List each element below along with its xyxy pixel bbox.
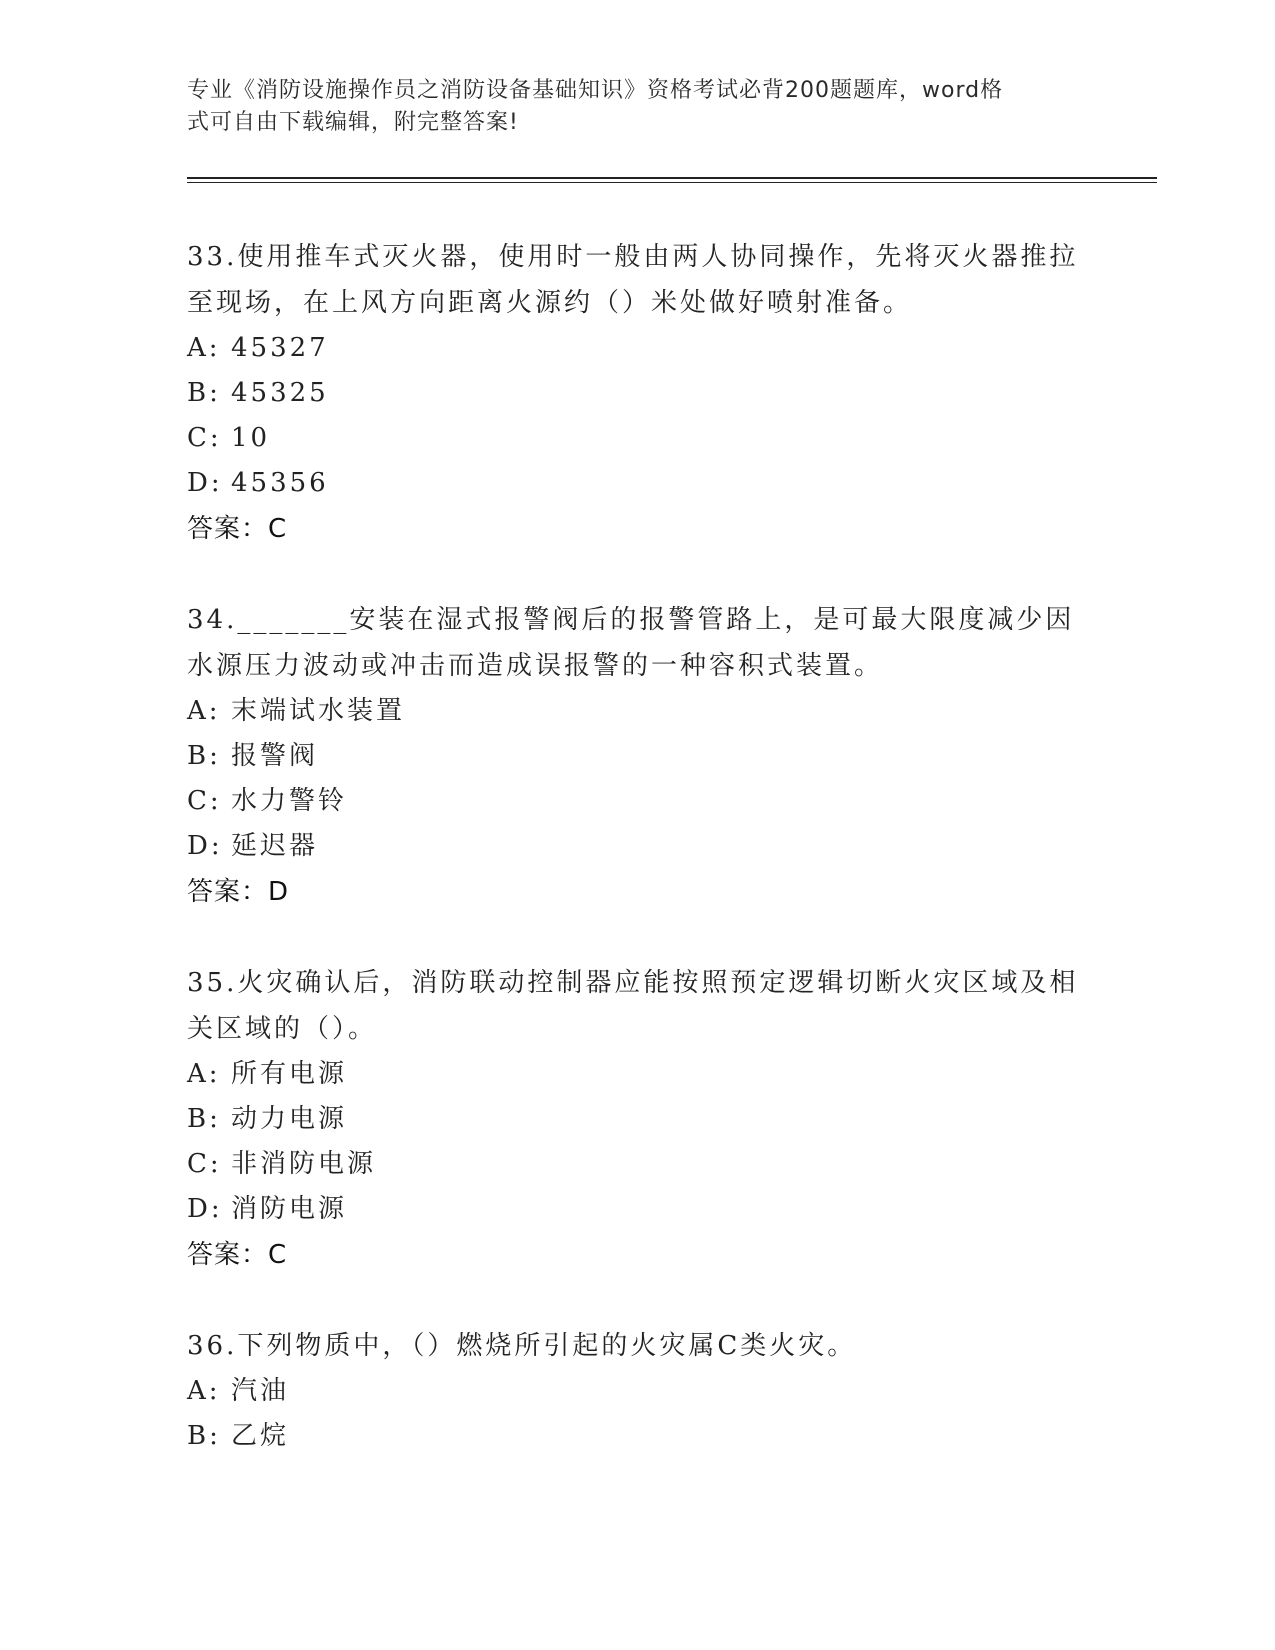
question-stem: 34._______安装在湿式报警阀后的报警管路上，是可最大限度减少因水源压力波动或冲击而造成误报警的一种容积式装置。: [187, 605, 1075, 681]
option-letter: D:: [187, 1194, 223, 1224]
document-header: [187, 75, 1067, 139]
option-letter: B:: [187, 1421, 221, 1451]
option-d: [187, 461, 1087, 506]
option-letter: A:: [187, 1376, 221, 1406]
option-text: 45327: [231, 333, 329, 363]
option-text: 动力电源: [231, 1104, 348, 1134]
option-letter: A:: [187, 1059, 221, 1089]
option-text: 45325: [231, 378, 329, 408]
option-letter: C:: [187, 423, 222, 453]
header-line-2: 式可自由下载编辑，附完整答案!: [187, 110, 519, 135]
option-d: [187, 1187, 1087, 1232]
option-a: [187, 1052, 1087, 1097]
option-text: 45356: [231, 468, 329, 498]
option-letter: D:: [187, 468, 223, 498]
answer-label: 答案：C: [187, 514, 288, 544]
option-c: [187, 779, 1087, 824]
option-b: [187, 1414, 1087, 1459]
option-letter: B:: [187, 741, 221, 771]
option-b: [187, 371, 1087, 416]
option-text: 水力警铃: [231, 786, 348, 816]
option-text: 所有电源: [231, 1059, 348, 1089]
option-letter: D:: [187, 831, 223, 861]
option-letter: B:: [187, 378, 221, 408]
option-letter: C:: [187, 1149, 222, 1179]
question-36: [187, 1323, 1087, 1459]
option-b: [187, 1097, 1087, 1142]
option-b: [187, 734, 1087, 779]
option-letter: C:: [187, 786, 222, 816]
option-text: 消防电源: [231, 1194, 348, 1224]
option-c: [187, 416, 1087, 461]
option-c: [187, 1142, 1087, 1187]
question-33: [187, 234, 1087, 552]
option-a: [187, 689, 1087, 734]
option-text: 报警阀: [231, 741, 319, 771]
option-text: 乙烷: [231, 1421, 290, 1451]
answer-label: 答案：D: [187, 877, 290, 907]
option-letter: A:: [187, 333, 221, 363]
option-text: 非消防电源: [231, 1149, 377, 1179]
header-line-1: 专业《消防设施操作员之消防设备基础知识》资格考试必背200题题库，word格: [187, 78, 1004, 103]
question-34: [187, 597, 1087, 915]
option-letter: B:: [187, 1104, 221, 1134]
question-stem: 33.使用推车式灭火器，使用时一般由两人协同操作，先将灭火器推拉至现场，在上风方向距离火源约（）米处做好喷射准备。: [187, 242, 1079, 318]
option-a: [187, 1369, 1087, 1414]
header-divider-thin: [187, 182, 1157, 183]
option-text: 延迟器: [231, 831, 319, 861]
option-text: 10: [231, 423, 271, 453]
answer-label: 答案：C: [187, 1240, 288, 1270]
option-text: 末端试水装置: [231, 696, 406, 726]
question-35: [187, 960, 1087, 1278]
option-d: [187, 824, 1087, 869]
option-letter: A:: [187, 696, 221, 726]
option-text: 汽油: [231, 1376, 290, 1406]
header-divider-thick: [187, 177, 1157, 179]
option-a: [187, 326, 1087, 371]
question-stem: 35.火灾确认后，消防联动控制器应能按照预定逻辑切断火灾区域及相关区域的（）。: [187, 968, 1079, 1044]
question-list: [187, 234, 1087, 1504]
question-stem: 36.下列物质中，（）燃烧所引起的火灾属C类火灾。: [187, 1331, 857, 1361]
